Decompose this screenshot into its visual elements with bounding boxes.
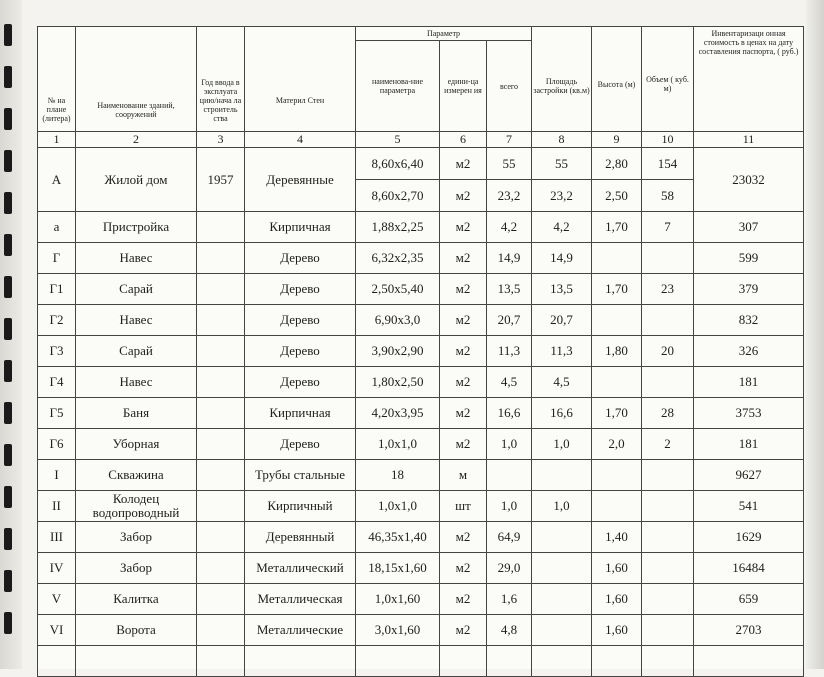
cell-lit: V (38, 584, 76, 615)
cell-lit: I (38, 460, 76, 491)
cell-lit: Г1 (38, 274, 76, 305)
cell-area: 16,6 (532, 398, 592, 429)
cell-height: 1,70 (592, 274, 642, 305)
binder-hole (4, 24, 12, 46)
cell-name: Жилой дом (76, 148, 197, 212)
table-row-empty (38, 646, 804, 677)
cell-volume: 2 (642, 429, 694, 460)
cell-year (197, 398, 245, 429)
cell-area (532, 584, 592, 615)
cell-year (197, 336, 245, 367)
cell-year (197, 615, 245, 646)
header-name: Наименование зданий, сооружений (76, 27, 197, 132)
binder-hole (4, 318, 12, 340)
header-volume: Объем ( куб. м) (642, 27, 694, 132)
cell-name: Сарай (76, 336, 197, 367)
table-row (38, 243, 804, 274)
column-number: 8 (532, 132, 592, 148)
inventory-sheet (37, 26, 803, 669)
cell-name: Сарай (76, 274, 197, 305)
column-number: 4 (245, 132, 356, 148)
cell-height: 1,70 (592, 398, 642, 429)
cell-param: 6,32x2,35 (356, 243, 440, 274)
header-param-name: наименова-ние параметра (356, 41, 440, 132)
cell-cost: 181 (694, 367, 804, 398)
empty-cell (245, 646, 356, 677)
cell-material: Металлический (245, 553, 356, 584)
cell-cost: 326 (694, 336, 804, 367)
cell-param: 1,0x1,0 (356, 429, 440, 460)
cell-name: Уборная (76, 429, 197, 460)
cell-unit: м2 (440, 336, 487, 367)
cell-name: Забор (76, 522, 197, 553)
column-number: 3 (197, 132, 245, 148)
column-number: 6 (440, 132, 487, 148)
cell-height: 1,70 (592, 212, 642, 243)
cell-param: 2,50x5,40 (356, 274, 440, 305)
cell-unit: шт (440, 491, 487, 522)
cell-area (532, 553, 592, 584)
cell-cost: 379 (694, 274, 804, 305)
column-number: 7 (487, 132, 532, 148)
cell-material: Деревянный (245, 522, 356, 553)
cell-year (197, 584, 245, 615)
empty-cell (38, 646, 76, 677)
table-row (38, 615, 804, 646)
table-row (38, 367, 804, 398)
binder-hole (4, 402, 12, 424)
cell-total: 1,0 (487, 429, 532, 460)
cell-volume (642, 243, 694, 274)
cell-cost: 307 (694, 212, 804, 243)
cell-height (592, 243, 642, 274)
header-height: Высота (м) (592, 27, 642, 132)
cell-total: 4,8 (487, 615, 532, 646)
cell-lit: Г4 (38, 367, 76, 398)
cell-lit: а (38, 212, 76, 243)
empty-cell (197, 646, 245, 677)
table-row-main (38, 148, 804, 180)
cell-height: 2,0 (592, 429, 642, 460)
cell-total: 13,5 (487, 274, 532, 305)
cell-height (592, 460, 642, 491)
header-area: Площадь застройки (кв.м) (532, 27, 592, 132)
table-row (38, 305, 804, 336)
binder-hole (4, 108, 12, 130)
buildings-table (37, 26, 804, 677)
cell-volume (642, 305, 694, 336)
cell-year (197, 243, 245, 274)
cell-unit: м2 (440, 274, 487, 305)
cell-volume (642, 491, 694, 522)
cell-year (197, 460, 245, 491)
cell-cost: 1629 (694, 522, 804, 553)
cell-cost: 832 (694, 305, 804, 336)
cell-year (197, 305, 245, 336)
empty-cell (592, 646, 642, 677)
cell-material: Дерево (245, 274, 356, 305)
cell-unit: м2 (440, 615, 487, 646)
cell-volume: 23 (642, 274, 694, 305)
cell-volume: 58 (642, 180, 694, 212)
cell-unit: м2 (440, 243, 487, 274)
cell-lit: Г3 (38, 336, 76, 367)
table-row (38, 553, 804, 584)
cell-year (197, 429, 245, 460)
empty-cell (440, 646, 487, 677)
cell-material: Дерево (245, 336, 356, 367)
cell-material: Трубы стальные (245, 460, 356, 491)
cell-material: Кирпичная (245, 212, 356, 243)
empty-cell (356, 646, 440, 677)
cell-material: Дерево (245, 367, 356, 398)
header-year: Год ввода в эксплуата цию/нача ла строитель ства (197, 27, 245, 132)
cell-cost: 16484 (694, 553, 804, 584)
cell-lit: IV (38, 553, 76, 584)
empty-cell (642, 646, 694, 677)
cell-material: Дерево (245, 305, 356, 336)
cell-param: 46,35x1,40 (356, 522, 440, 553)
header-row (38, 27, 804, 41)
cell-param: 1,0x1,60 (356, 584, 440, 615)
cell-height: 1,60 (592, 553, 642, 584)
cell-name: Пристройка (76, 212, 197, 243)
cell-year (197, 274, 245, 305)
cell-unit: м2 (440, 367, 487, 398)
page-edge (806, 0, 824, 669)
column-number: 10 (642, 132, 694, 148)
binder-hole (4, 66, 12, 88)
cell-volume (642, 367, 694, 398)
cell-cost: 599 (694, 243, 804, 274)
column-number: 9 (592, 132, 642, 148)
cell-area: 20,7 (532, 305, 592, 336)
cell-volume (642, 584, 694, 615)
binder-hole (4, 528, 12, 550)
cell-height (592, 305, 642, 336)
cell-total (487, 460, 532, 491)
binder-hole (4, 360, 12, 382)
table-row (38, 460, 804, 491)
cell-lit: Г5 (38, 398, 76, 429)
cell-name: Навес (76, 367, 197, 398)
cell-year (197, 553, 245, 584)
cell-param: 18,15x1,60 (356, 553, 440, 584)
cell-name: Забор (76, 553, 197, 584)
cell-lit: А (38, 148, 76, 212)
cell-name: Колодец водопроводный (76, 491, 197, 522)
binder-hole (4, 150, 12, 172)
table-body (38, 212, 804, 646)
binder-hole (4, 570, 12, 592)
table-row (38, 584, 804, 615)
cell-unit: м2 (440, 212, 487, 243)
cell-area: 23,2 (532, 180, 592, 212)
cell-total: 55 (487, 148, 532, 180)
column-number: 11 (694, 132, 804, 148)
cell-unit: м2 (440, 553, 487, 584)
cell-area: 13,5 (532, 274, 592, 305)
cell-param: 1,80x2,50 (356, 367, 440, 398)
cell-lit: VI (38, 615, 76, 646)
cell-unit: м (440, 460, 487, 491)
header-cost: Инвентаризаци онная стоимость в ценах на дату составления паспорта, ( руб.) (694, 27, 804, 132)
cell-cost: 2703 (694, 615, 804, 646)
cell-volume: 20 (642, 336, 694, 367)
cell-name: Навес (76, 305, 197, 336)
cell-volume: 28 (642, 398, 694, 429)
cell-cost: 181 (694, 429, 804, 460)
cell-unit: м2 (440, 398, 487, 429)
header-param-group: Параметр (356, 27, 532, 41)
cell-area: 1,0 (532, 491, 592, 522)
cell-name: Ворота (76, 615, 197, 646)
cell-material: Дерево (245, 243, 356, 274)
cell-volume: 7 (642, 212, 694, 243)
cell-height: 1,80 (592, 336, 642, 367)
cell-name: Навес (76, 243, 197, 274)
cell-param: 1,0x1,0 (356, 491, 440, 522)
binder-hole (4, 444, 12, 466)
cell-unit: м2 (440, 584, 487, 615)
cell-height (592, 367, 642, 398)
table-row (38, 429, 804, 460)
cell-height (592, 491, 642, 522)
cell-year (197, 367, 245, 398)
empty-cell (532, 646, 592, 677)
column-number: 2 (76, 132, 197, 148)
column-number: 1 (38, 132, 76, 148)
cell-param: 6,90x3,0 (356, 305, 440, 336)
cell-height: 2,50 (592, 180, 642, 212)
table-row (38, 336, 804, 367)
cell-total: 64,9 (487, 522, 532, 553)
table-row (38, 398, 804, 429)
cell-name: Калитка (76, 584, 197, 615)
cell-volume (642, 522, 694, 553)
cell-param: 4,20x3,95 (356, 398, 440, 429)
cell-lit: III (38, 522, 76, 553)
cell-param: 3,90x2,90 (356, 336, 440, 367)
header-total: всего (487, 41, 532, 132)
cell-unit: м2 (440, 522, 487, 553)
cell-height: 1,40 (592, 522, 642, 553)
cell-lit: Г (38, 243, 76, 274)
binder-hole (4, 234, 12, 256)
cell-area: 11,3 (532, 336, 592, 367)
cell-total: 16,6 (487, 398, 532, 429)
cell-param: 18 (356, 460, 440, 491)
cell-volume (642, 460, 694, 491)
cell-unit: м2 (440, 429, 487, 460)
cell-material: Металлическая (245, 584, 356, 615)
cell-cost: 3753 (694, 398, 804, 429)
cell-material: Кирпичная (245, 398, 356, 429)
empty-cell (487, 646, 532, 677)
cell-total: 29,0 (487, 553, 532, 584)
cell-area (532, 522, 592, 553)
cell-area: 1,0 (532, 429, 592, 460)
cell-year (197, 212, 245, 243)
binder-hole (4, 276, 12, 298)
cell-name: Баня (76, 398, 197, 429)
column-numbers-row (38, 132, 804, 148)
cell-cost: 659 (694, 584, 804, 615)
cell-area (532, 460, 592, 491)
cell-total: 14,9 (487, 243, 532, 274)
cell-param: 1,88x2,25 (356, 212, 440, 243)
empty-cell (694, 646, 804, 677)
cell-lit: Г6 (38, 429, 76, 460)
cell-cost: 23032 (694, 148, 804, 212)
cell-lit: II (38, 491, 76, 522)
cell-year (197, 522, 245, 553)
table-row (38, 522, 804, 553)
table-row (38, 274, 804, 305)
cell-area: 14,9 (532, 243, 592, 274)
cell-unit: м2 (440, 305, 487, 336)
header-material: Материл Стен (245, 27, 356, 132)
cell-year: 1957 (197, 148, 245, 212)
cell-cost: 9627 (694, 460, 804, 491)
header-unit: едини-ца измерен ия (440, 41, 487, 132)
cell-volume: 154 (642, 148, 694, 180)
cell-total: 4,2 (487, 212, 532, 243)
cell-area: 4,2 (532, 212, 592, 243)
cell-param: 3,0x1,60 (356, 615, 440, 646)
cell-material: Металлические (245, 615, 356, 646)
header-num: № на плане (литера) (38, 27, 76, 132)
cell-year (197, 491, 245, 522)
cell-total: 11,3 (487, 336, 532, 367)
cell-material: Дерево (245, 429, 356, 460)
cell-name: Скважина (76, 460, 197, 491)
column-number: 5 (356, 132, 440, 148)
binder-edge (0, 0, 22, 669)
cell-total: 23,2 (487, 180, 532, 212)
cell-unit: м2 (440, 148, 487, 180)
cell-height: 1,60 (592, 584, 642, 615)
binder-hole (4, 486, 12, 508)
cell-area: 4,5 (532, 367, 592, 398)
cell-lit: Г2 (38, 305, 76, 336)
cell-volume (642, 553, 694, 584)
cell-height: 2,80 (592, 148, 642, 180)
empty-cell (76, 646, 197, 677)
binder-hole (4, 192, 12, 214)
table-row (38, 212, 804, 243)
cell-area (532, 615, 592, 646)
cell-volume (642, 615, 694, 646)
cell-cost: 541 (694, 491, 804, 522)
cell-param: 8,60x2,70 (356, 180, 440, 212)
cell-unit: м2 (440, 180, 487, 212)
table-row (38, 491, 804, 522)
cell-height: 1,60 (592, 615, 642, 646)
cell-total: 20,7 (487, 305, 532, 336)
binder-hole (4, 612, 12, 634)
cell-param: 8,60x6,40 (356, 148, 440, 180)
cell-total: 1,0 (487, 491, 532, 522)
cell-total: 4,5 (487, 367, 532, 398)
cell-total: 1,6 (487, 584, 532, 615)
cell-area: 55 (532, 148, 592, 180)
cell-material: Кирпичный (245, 491, 356, 522)
cell-material: Деревянные (245, 148, 356, 212)
